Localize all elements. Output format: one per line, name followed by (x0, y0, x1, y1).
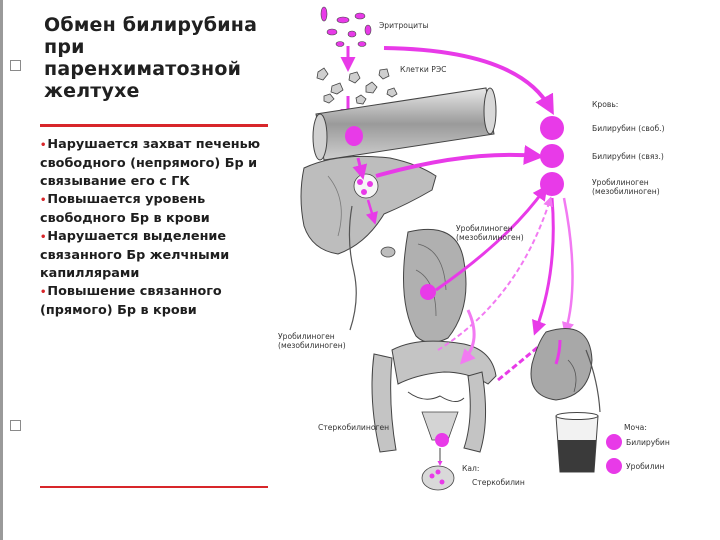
slide-text-panel (0, 0, 268, 540)
label-feces: Кал: (462, 464, 480, 473)
decorative-square (10, 60, 21, 71)
footer-divider (40, 486, 268, 488)
label-blood: Кровь: (592, 100, 619, 109)
urine-glass-icon (556, 413, 598, 473)
rectum-icon (422, 412, 458, 447)
bullet-item: •Нарушается выделение связанного Бр желчными капиллярами (40, 229, 230, 281)
bullet-dot-icon: • (40, 195, 47, 206)
label-urine-urobilin: Уробилин (626, 462, 665, 471)
bullet-dot-icon: • (40, 287, 47, 298)
label-bilirubin-bound: Билирубин (связ.) (592, 152, 664, 161)
title-divider (40, 124, 268, 127)
res-cells-icon (317, 68, 397, 104)
bullet-list (40, 136, 268, 320)
urine-bilirubin-dot (606, 434, 622, 450)
diagram-graphics (268, 0, 720, 540)
bilirubin-metabolism-diagram (268, 0, 720, 540)
label-urine: Моча: (624, 423, 647, 432)
bullet-item: •Нарушается захват печенью свободного (непрямого) Бр и связывание его с ГК (40, 137, 261, 189)
stomach-icon (404, 229, 467, 342)
slide-title: Обмен билирубина при паренхиматозной желтухе (44, 14, 258, 102)
bullet-item: •Повышение связанного (прямого) Бр в крови (40, 284, 222, 318)
blood-free-bilirubin-dot (540, 116, 564, 140)
bullet-dot-icon: • (40, 140, 47, 151)
label-urobilinogen-colon: Уробилиноген (мезобилиноген) (278, 332, 346, 350)
label-bilirubin-free: Билирубин (своб.) (592, 124, 665, 133)
erythrocytes-icon (321, 7, 371, 47)
bullet-item: •Повышается уровень свободного Бр в крови (40, 192, 210, 226)
label-stercobilin: Стеркобилин (472, 478, 525, 487)
urine-urobilin-dot (606, 458, 622, 474)
slide-left-border (0, 0, 3, 540)
label-stercobilinogen: Стеркобилиноген (318, 423, 390, 432)
decorative-square (10, 420, 21, 431)
blood-bound-bilirubin-dot (540, 144, 564, 168)
label-res-cells: Клетки РЭС (400, 65, 447, 74)
label-urobilinogen-gut: Уробилиноген (мезобилиноген) (456, 224, 524, 242)
kidney-icon (531, 329, 592, 401)
label-urobilinogen-blood: Уробилиноген (мезобилиноген) (592, 178, 660, 196)
bullet-dot-icon: • (40, 232, 47, 243)
label-urine-bilirubin: Билирубин (626, 438, 670, 447)
label-erythrocytes: Эритроциты (379, 21, 429, 30)
blood-vessel-icon (313, 88, 496, 160)
